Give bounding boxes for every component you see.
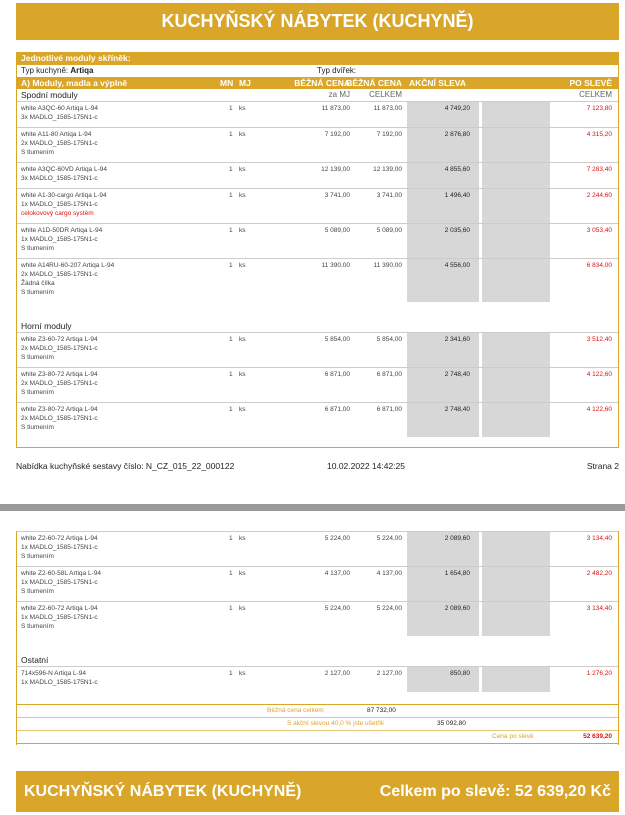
row-price-total: 5 224,00 <box>376 535 402 542</box>
row-price-unit: 11 873,00 <box>321 105 350 112</box>
row-line: S tlumením <box>21 354 54 361</box>
totals-box <box>16 704 619 744</box>
row-mn: 1 <box>229 406 233 413</box>
row-discount: 1 654,80 <box>444 570 470 577</box>
page-footer <box>16 461 619 473</box>
row-description <box>21 569 211 596</box>
row-discount: 4 749,20 <box>444 105 470 112</box>
row-price-total: 6 871,00 <box>376 371 402 378</box>
row-price-total: 3 741,00 <box>376 192 402 199</box>
row-line: Žádná čílka <box>21 280 55 287</box>
spodni-rows <box>17 101 618 302</box>
row-price-unit: 3 741,00 <box>324 192 350 199</box>
row-line: 2x MADLO_1585-175N1-c <box>21 345 98 352</box>
kitchen-type-value: Artiqa <box>70 66 94 75</box>
row-mj: ks <box>239 371 246 378</box>
offer-datetime: 10.02.2022 14:42:25 <box>327 461 405 471</box>
group-title-spodni: Spodní moduly <box>21 90 78 100</box>
row-line: 3x MADLO_1585-175N1-c <box>21 175 98 182</box>
row-discount: 2 089,60 <box>444 605 470 612</box>
row-line: 1x MADLO_1585-175N1-c <box>21 579 98 586</box>
row-line: S tlumením <box>21 424 54 431</box>
subheader-total-final: CELKEM <box>579 90 612 99</box>
row-mn: 1 <box>229 131 233 138</box>
table-row <box>17 188 618 223</box>
group-title-ostatni: Ostatní <box>21 655 49 665</box>
row-mj: ks <box>239 535 246 542</box>
row-price-unit: 7 192,00 <box>324 131 350 138</box>
row-mj: ks <box>239 670 246 677</box>
top-banner: KUCHYŇSKÝ NÁBYTEK (KUCHYNĚ) <box>16 3 619 40</box>
row-mn: 1 <box>229 105 233 112</box>
horni-rows-continued <box>17 531 618 636</box>
section-title: Jednotlivé moduly skříněk: <box>17 52 618 65</box>
row-price-unit: 2 127,00 <box>324 670 350 677</box>
row-mn: 1 <box>229 166 233 173</box>
row-line: white Z2-60-72 Artiqa L-94 <box>21 605 98 612</box>
row-mj: ks <box>239 166 246 173</box>
row-final: 3 134,40 <box>586 605 612 612</box>
table-row <box>17 367 618 402</box>
row-mn: 1 <box>229 192 233 199</box>
row-description <box>21 370 211 397</box>
row-price-total: 12 139,00 <box>373 166 402 173</box>
row-description <box>21 191 211 218</box>
row-discount: 2 748,40 <box>444 371 470 378</box>
row-line: 714x596-N Artiqa L-94 <box>21 670 87 677</box>
row-discount: 2 035,60 <box>444 227 470 234</box>
row-line: white A1D-50DR Artiqa L-94 <box>21 227 103 234</box>
table-row <box>17 258 618 302</box>
total-final <box>17 731 618 744</box>
empty-cell <box>482 667 550 692</box>
empty-cell <box>482 403 550 437</box>
row-discount: 4 855,60 <box>444 166 470 173</box>
row-final: 2 244,60 <box>586 192 612 199</box>
row-line: 3x MADLO_1585-175N1-c <box>21 114 98 121</box>
table-row <box>17 127 618 162</box>
row-description <box>21 405 211 432</box>
row-price-unit: 5 224,00 <box>324 605 350 612</box>
row-final: 2 482,20 <box>586 570 612 577</box>
header-mj: MJ <box>239 78 251 88</box>
row-line: 2x MADLO_1585-175N1-c <box>21 271 98 278</box>
total-regular-value: 87 732,00 <box>367 707 396 714</box>
row-description <box>21 226 211 253</box>
header-final: PO SLEVĚ <box>569 78 612 88</box>
total-final-label: Cena po slevě <box>492 733 534 740</box>
row-mj: ks <box>239 605 246 612</box>
empty-cell <box>482 532 550 566</box>
empty-cell <box>482 333 550 367</box>
row-discount: 1 496,40 <box>444 192 470 199</box>
row-line: white A11-80 Artiqa L-94 <box>21 131 92 138</box>
empty-cell <box>482 602 550 636</box>
total-regular-label: Běžná cena celkem <box>267 707 324 714</box>
row-mj: ks <box>239 336 246 343</box>
row-price-total: 6 871,00 <box>376 406 402 413</box>
row-price-total: 11 390,00 <box>373 262 402 269</box>
table-row <box>17 402 618 437</box>
subheader-total: CELKEM <box>369 90 402 99</box>
empty-cell <box>482 224 550 258</box>
row-description <box>21 335 211 362</box>
row-mn: 1 <box>229 605 233 612</box>
empty-cell <box>482 259 550 302</box>
table-row <box>17 666 618 692</box>
row-price-total: 11 873,00 <box>373 105 402 112</box>
row-mn: 1 <box>229 570 233 577</box>
table-subheader <box>17 89 618 101</box>
bottom-banner-title: KUCHYŇSKÝ NÁBYTEK (KUCHYNĚ) <box>24 783 302 800</box>
row-mj: ks <box>239 262 246 269</box>
group-title-horni: Horní moduly <box>21 321 72 331</box>
row-line: 2x MADLO_1585-175N1-c <box>21 415 98 422</box>
table-row <box>17 332 618 367</box>
row-final: 4 122,60 <box>586 406 612 413</box>
row-description <box>21 669 211 687</box>
row-line: white Z2-60-58L Artiqa L-94 <box>21 570 101 577</box>
row-final: 3 053,40 <box>586 227 612 234</box>
total-final-value: 52 639,20 <box>583 733 612 740</box>
row-line: white Z2-60-72 Artiqa L-94 <box>21 535 98 542</box>
row-discount: 4 556,00 <box>444 262 470 269</box>
door-type-label: Typ dvířek: <box>317 66 357 75</box>
row-discount: 850,80 <box>450 670 470 677</box>
row-price-unit: 5 224,00 <box>324 535 350 542</box>
row-line: 1x MADLO_1585-175N1-c <box>21 679 98 686</box>
row-price-unit: 12 139,00 <box>321 166 350 173</box>
row-final: 3 512,40 <box>586 336 612 343</box>
modules-section <box>16 52 619 448</box>
total-saved-label: S akční slevou 40,0 % jste ušetřili <box>287 720 384 727</box>
row-description <box>21 104 211 122</box>
header-discount: AKČNÍ SLEVA <box>409 78 466 88</box>
row-line: 1x MADLO_1585-175N1-c <box>21 201 98 208</box>
type-row <box>17 65 618 77</box>
row-line: 2x MADLO_1585-175N1-c <box>21 380 98 387</box>
row-line: 1x MADLO_1585-175N1-c <box>21 614 98 621</box>
row-line: white Z3-80-72 Artiqa L-94 <box>21 406 98 413</box>
row-price-total: 2 127,00 <box>376 670 402 677</box>
row-line: 1x MADLO_1585-175N1-c <box>21 544 98 551</box>
bottom-banner-total: Celkem po slevě: 52 639,20 Kč <box>379 783 611 800</box>
row-final: 3 134,40 <box>586 535 612 542</box>
row-line: white A3QC-60VD Artiqa L-94 <box>21 166 107 173</box>
row-line: white Z3-80-72 Artiqa L-94 <box>21 371 98 378</box>
page-number: Strana 2 <box>586 461 619 471</box>
row-price-unit: 4 137,00 <box>324 570 350 577</box>
row-mj: ks <box>239 105 246 112</box>
row-description <box>21 534 211 561</box>
row-line: S tlumením <box>21 623 54 630</box>
offer-number: Nabídka kuchyňské sestavy číslo: N_CZ_015_22_000122 <box>16 461 235 471</box>
row-line: S tlumením <box>21 553 54 560</box>
horni-rows <box>17 332 618 437</box>
total-regular <box>17 705 618 718</box>
table-row <box>17 223 618 258</box>
row-price-total: 5 854,00 <box>376 336 402 343</box>
row-mj: ks <box>239 192 246 199</box>
row-price-unit: 6 871,00 <box>324 406 350 413</box>
kitchen-type-label: Typ kuchyně: <box>21 66 69 75</box>
row-mn: 1 <box>229 670 233 677</box>
row-mj: ks <box>239 227 246 234</box>
row-final: 1 276,20 <box>586 670 612 677</box>
row-description <box>21 604 211 631</box>
row-line: 1x MADLO_1585-175N1-c <box>21 236 98 243</box>
row-discount: 2 089,60 <box>444 535 470 542</box>
row-final: 6 834,00 <box>586 262 612 269</box>
empty-cell <box>482 368 550 402</box>
row-line: S tlumením <box>21 289 54 296</box>
row-line: S tlumením <box>21 389 54 396</box>
row-mn: 1 <box>229 262 233 269</box>
ostatni-rows <box>17 666 618 692</box>
header-price-unit: BĚŽNÁ CENA <box>294 78 350 88</box>
row-line: white A3QC-60 Artiqa L-94 <box>21 105 98 112</box>
table-row <box>17 566 618 601</box>
row-discount: 2 876,80 <box>444 131 470 138</box>
row-final: 4 315,20 <box>586 131 612 138</box>
row-line: S tlumením <box>21 245 54 252</box>
row-price-unit: 11 390,00 <box>321 262 350 269</box>
table-row <box>17 101 618 127</box>
row-description <box>21 165 211 183</box>
table-header <box>17 77 618 89</box>
row-mn: 1 <box>229 336 233 343</box>
header-mn: MN <box>220 78 234 88</box>
row-mj: ks <box>239 570 246 577</box>
row-line: S tlumením <box>21 588 54 595</box>
row-price-unit: 6 871,00 <box>324 371 350 378</box>
row-final: 4 122,60 <box>586 371 612 378</box>
row-mj: ks <box>239 131 246 138</box>
empty-cell <box>482 102 550 127</box>
row-line: white Z3-60-72 Artiqa L-94 <box>21 336 98 343</box>
row-price-total: 7 192,00 <box>376 131 402 138</box>
row-note: celokovový cargo systém <box>21 210 94 217</box>
row-mj: ks <box>239 406 246 413</box>
header-price-total: BĚŽNÁ CENA <box>346 78 402 88</box>
row-price-total: 4 137,00 <box>376 570 402 577</box>
empty-cell <box>482 567 550 601</box>
row-discount: 2 341,60 <box>444 336 470 343</box>
table-row <box>17 601 618 636</box>
row-line: S tlumením <box>21 149 54 156</box>
total-saved <box>17 718 618 731</box>
row-price-unit: 5 854,00 <box>324 336 350 343</box>
row-description <box>21 130 211 157</box>
row-line: white A14RU-60-207 Artiqa L-94 <box>21 262 115 269</box>
row-mn: 1 <box>229 535 233 542</box>
row-discount: 2 748,40 <box>444 406 470 413</box>
row-price-total: 5 224,00 <box>376 605 402 612</box>
row-mn: 1 <box>229 227 233 234</box>
page-divider <box>0 504 625 511</box>
row-final: 7 283,40 <box>586 166 612 173</box>
row-line: 2x MADLO_1585-175N1-c <box>21 140 98 147</box>
bottom-banner <box>16 771 619 812</box>
row-mn: 1 <box>229 371 233 378</box>
table-row <box>17 162 618 188</box>
row-price-total: 5 089,00 <box>376 227 402 234</box>
empty-cell <box>482 163 550 188</box>
row-line: white A1-30-cargo Artiqa L-94 <box>21 192 107 199</box>
header-modules: A) Moduly, madla a výplně <box>21 78 128 88</box>
table-row <box>17 531 618 566</box>
row-final: 7 123,80 <box>586 105 612 112</box>
empty-cell <box>482 189 550 223</box>
empty-cell <box>482 128 550 162</box>
total-saved-value: 35 092,80 <box>437 720 466 727</box>
subheader-per-mj: za MJ <box>328 90 350 99</box>
row-price-unit: 5 089,00 <box>324 227 350 234</box>
row-description <box>21 261 211 297</box>
